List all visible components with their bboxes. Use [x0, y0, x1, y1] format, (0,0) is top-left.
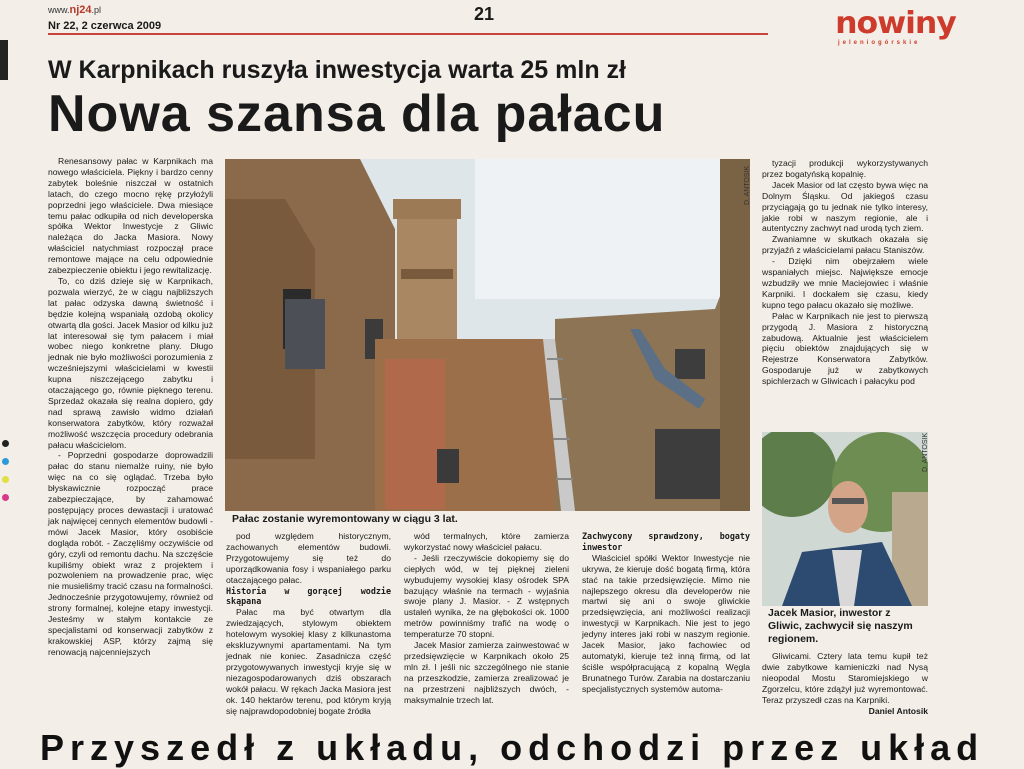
registration-dot-cyan — [2, 458, 9, 465]
paragraph: - Jeśli rzeczywiście dokopiemy się do ciepłych wód, w tej pięknej zieleni wybudujemy wysokiej klasy ośrodek SPA bazujący właśnie na termach - wyjaśnia swoje plany J. Masior. - Z wstępnych ustaleń wynika, że na głębokości ok. 1000 metrów powinniśmy trafić na wodę o temperaturze 70 stopni. — [404, 552, 569, 640]
text-column-6 — [762, 651, 928, 716]
paragraph: wód termalnych, które zamierza wykorzystać nowy właściciel pałacu. — [404, 531, 569, 552]
edge-mark — [0, 40, 8, 80]
registration-dot-black — [2, 440, 9, 447]
article-headline: Nowa szansa dla pałacu — [48, 85, 666, 143]
text-column-1 — [48, 156, 213, 658]
subheading: Zachwycony sprawdzony, bogaty inwestor — [582, 531, 750, 552]
page-number: 21 — [474, 4, 495, 24]
portrait-photo — [762, 432, 928, 606]
site-suffix: .pl — [91, 5, 102, 15]
paragraph: Jacek Masior od lat często bywa więc na Dolnym Śląsku. Od jakiegoś czasu przyciągają go tu jednak nie tylko interesy, jakie robi w naszym regionie, ale i autentyczny zachwyt nad urodą tych ziem. — [762, 179, 928, 234]
paragraph: Pałac ma być otwartym dla zwiedzających, stylowym obiektem hotelowym wysokiej klasy z kilkunastoma ekskluzywnymi apartamentami. Na tym jednak nie koniec. Zasadnicza część przygotowywanych inwestycji kryje się w niezagospodarowanych dziś obszarach wokół pałacu. W rękach Jacka Masiora jest ok. 140 hektarów terenu, pod którym kryją się najprawdopodobniej bogate źródła — [226, 607, 391, 716]
brand-logo: nowiny — [835, 6, 956, 41]
portrait-caption: Jacek Masior, inwestor z Gliwic, zachwycił się naszym regionem. — [768, 607, 913, 645]
text-column-5 — [762, 158, 928, 387]
text-column-4 — [582, 531, 750, 695]
article-kicker: W Karpnikach ruszyła inwestycja warta 25 mln zł — [48, 56, 626, 84]
portrait-illustration — [762, 432, 928, 606]
text-column-3 — [404, 531, 569, 706]
issue-date: Nr 22, 2 czerwca 2009 — [48, 20, 162, 32]
paragraph: tyzacji produkcji wykorzystywanych przez bogatyńską kopalnię. — [762, 158, 928, 179]
paragraph: Pałac w Karpnikach nie jest to pierwszą przygodą J. Masiora z historyczną zabudową. Aktualnie jest właścicielem pięciu obiektów znajdujących się w Rejestrze Konserwatora Zabytków. Gospodaruje już w zabytkowych spichlerzach w Gliwicach i pałacyku pod — [762, 310, 928, 387]
paragraph: Gliwicami. Cztery lata temu kupił też dwie zabytkowe kamieniczki nad Nysą nieopodal Mostu Staromiejskiego w Zgorzelcu, które zdążył już wyremontować. Teraz przyszedł czas na Karpniki. — [762, 651, 928, 705]
photo-credit: D. ANTOSIK — [922, 432, 929, 472]
paragraph: Właściciel spółki Wektor Inwestycje nie ukrywa, że kieruje dość bogatą firmą, która stać na takie przedsięwzięcie. Mimo nie najlepszego okresu dla developerów nie martwi się ani o swoje gliwickie przedsięwzięcia, ani możliwości realizacji inwestycji w Karpnikach. Nie jest to jego jedyny interes jaki robi w naszym regionie. Jacek Masior, jako fachowiec od automatyki, kieruje też inną firmą, od lat ściśle współpracującą z kopalną Węgla Brunatnego Turów. Zarabia na dostarczaniu specjalistycznych systemów automa- — [582, 552, 750, 694]
paragraph: pod względem historycznym, zachowanych elementów budowli. Przygotowujemy się też do uporządkowania fosy i wspaniałego parku otaczającego pałac. — [226, 531, 391, 585]
registration-dot-yellow — [2, 476, 9, 483]
photo-caption: Pałac zostanie wyremontowany w ciągu 3 lat. — [232, 513, 458, 525]
palace-photo — [225, 159, 750, 511]
registration-dot-magenta — [2, 494, 9, 501]
paragraph: - Dzięki nim obejrzałem wiele wspaniałych miejsc. Największe emocje wzbudziły we mnie Maciejowiec i właśnie Karpniki. I dockałem się czasu, kiedy kupno tego pałacu okazało się możliwe. — [762, 256, 928, 310]
brand-subtitle: jeleniogórskie — [838, 40, 921, 46]
palace-illustration — [225, 159, 750, 511]
site-url — [48, 4, 101, 16]
paragraph: To, co dziś dzieje się w Karpnikach, pozwala wierzyć, że w ciągu najbliższych lat pałac odzyska dawną świetność i będzie kolejną wspaniałą ozdobą okolicy otwartą dla gości. Jacek Masior od kilku już lat interesował się tym pałacem i miał wobec niego konkretne plany. Długo jednak nie było możliwości porozumienia z wcześniejszymi właścicielami w kwestii kupna niszczejącego zabytku i otaczającego go, równie pięknego terenu. Sprzedaż okazała się realna dopiero, gdy nad sprawą zawisło widmo działań konserwatora zabytków, który rozważał możliwość wszczęcia procedury odebrania pałacu właścicielom. — [48, 275, 213, 450]
site-name: nj24 — [69, 4, 92, 16]
site-prefix: www. — [48, 5, 70, 15]
header-rule — [48, 33, 768, 35]
text-column-2 — [226, 531, 391, 716]
paragraph: Renesansowy pałac w Karpnikach ma nowego właściciela. Piękny i bardzo cenny zabytek boleśnie niszczał w ostatnich latach, do czego mocno rękę przyłożyli poprzedni jego właściciele. Dwa miesiące temu pałac odkupiła od nich developerska spółka Wektor Inwestycje z Gliwic należąca do Jacka Masiora. Nowy właściciel natychmiast rozpoczął prace remontowe mające na celu odpowiednie zabezpieczenie obiektu i jego rewitalizację. — [48, 156, 213, 276]
paragraph: - Poprzedni gospodarze doprowadzili pałac do stanu niemalże ruiny, nie było więc na co się oglądać. Trzeba było błyskawicznie rozpocząć prace zabezpieczające, by zahamować postępujący proces dewastacji i uratować jak najwięcej cennych elementów budowli - mówi Jacek Masior, który osobiście dogląda robót. - Zaczęliśmy oczywiście od góry, czyli od remontu dachu. Na szczęście kupiliśmy obiekt wraz z projektem i pozwoleniem na prowadzenie prac, więc nie musieliśmy tracić czasu na formalności. Jednocześnie przygotowujemy, również od strony formalnej, kolejne etapy inwestycji. Jesteśmy w stałym kontakcie ze specjalistami od konserwacji zabytków z krakowskiej ASP, którzy zajmą się renowacją najcenniejszych — [48, 450, 213, 657]
subheading: Historia w gorącej wodzie skąpana — [226, 585, 391, 607]
paragraph: Jacek Masior zamierza zainwestować w przedsięwzięcie w Karpnikach około 25 mln zł. I jeśli nic szczególnego nie stanie na przeszkodzie, zamierza zrealizować je na przestrzeni najbliższych dwóch, - maksymalnie trzech lat. — [404, 640, 569, 705]
next-article-headline: Przyszedł z układu, odchodzi przez układ — [40, 727, 985, 768]
author-byline: Daniel Antosik — [868, 705, 928, 716]
photo-credit: D. ANTOSIK — [744, 165, 751, 205]
paragraph: Zwaniamne w skutkach okazała się przyjaźń z właścicielami pałacu Staniszów. — [762, 234, 928, 256]
